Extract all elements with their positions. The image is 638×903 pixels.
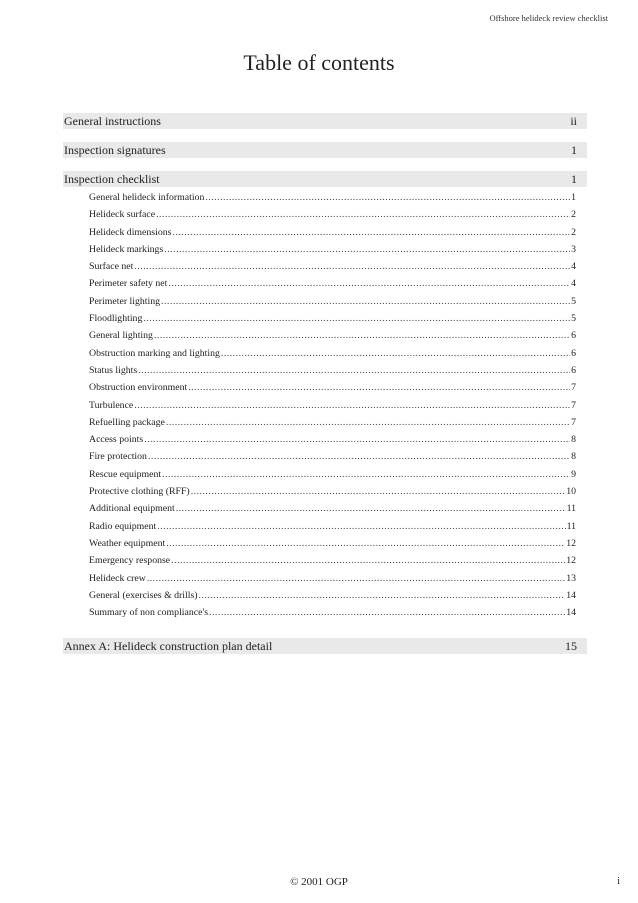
- toc-entry-label: Summary of non compliance's: [89, 607, 209, 619]
- toc-entry-page: 9: [571, 468, 576, 480]
- section-gap: [63, 158, 587, 171]
- toc-entry[interactable]: [63, 604, 587, 621]
- toc-section-page: 1: [571, 143, 577, 157]
- dot-leader: [168, 275, 570, 292]
- toc-entry-page: 4: [571, 261, 576, 273]
- toc-entry-page: 10: [566, 486, 576, 498]
- dot-leader: [205, 189, 570, 206]
- toc-entry[interactable]: [63, 414, 587, 431]
- dot-leader: [147, 570, 565, 587]
- toc-entry-page: 3: [571, 243, 576, 255]
- toc-entry[interactable]: [63, 327, 587, 344]
- section-gap: [63, 625, 587, 638]
- toc-entry-label: Weather equipment: [89, 537, 166, 549]
- toc-entry-label: Additional equipment: [89, 503, 175, 515]
- toc-entry-page: 7: [571, 382, 576, 394]
- page-title: Table of contents: [243, 50, 395, 75]
- toc-entry-page: 12: [566, 537, 576, 549]
- toc-entry-label: Fire protection: [89, 451, 147, 463]
- toc-entry[interactable]: [63, 275, 587, 292]
- dot-leader: [156, 206, 570, 223]
- toc-entry[interactable]: [63, 552, 587, 569]
- dot-leader: [188, 379, 570, 396]
- toc-entry-label: Obstruction marking and lighting: [89, 347, 220, 359]
- toc-entry-page: 6: [571, 364, 576, 376]
- toc-entry-page: 6: [571, 347, 576, 359]
- toc-entry-label: General (exercises & drills): [89, 589, 198, 601]
- toc-entry[interactable]: [63, 241, 587, 258]
- toc-section-label: Annex A: Helideck construction plan detail: [64, 639, 273, 654]
- dot-leader: [143, 310, 570, 327]
- toc-entry-page: 8: [571, 434, 576, 446]
- toc-section-row[interactable]: [63, 142, 587, 158]
- dot-leader: [154, 327, 570, 344]
- toc-entry-label: Rescue equipment: [89, 468, 162, 480]
- toc-entry-label: General lighting: [89, 330, 153, 342]
- toc-entry[interactable]: [63, 570, 587, 587]
- toc-entry[interactable]: [63, 293, 587, 310]
- toc-entry-page: 8: [571, 451, 576, 463]
- toc-entry-page: 7: [571, 399, 576, 411]
- toc-entry[interactable]: [63, 362, 587, 379]
- toc-entry-label: Protective clothing (RFF): [89, 486, 190, 498]
- dot-leader: [162, 466, 570, 483]
- toc-section-page: ii: [570, 114, 577, 128]
- toc-entry-page: 6: [571, 330, 576, 342]
- table-of-contents: [63, 113, 587, 654]
- toc-entry-label: Status lights: [89, 364, 138, 376]
- dot-leader: [171, 552, 565, 569]
- toc-entry-page: 11: [566, 520, 576, 532]
- toc-entry[interactable]: [63, 224, 587, 241]
- toc-entry[interactable]: [63, 500, 587, 517]
- toc-entry-page: 5: [571, 295, 576, 307]
- section-gap: [63, 129, 587, 142]
- toc-section-label: Inspection signatures: [64, 143, 166, 157]
- dot-leader: [209, 604, 565, 621]
- toc-entry[interactable]: [63, 345, 587, 362]
- toc-entry-page: 14: [566, 607, 576, 619]
- toc-entry-label: Helideck surface: [89, 209, 156, 221]
- running-head: Offshore helideck review checklist: [489, 13, 608, 23]
- toc-entry-page: 11: [566, 503, 576, 515]
- toc-entry-page: 1: [571, 192, 576, 203]
- dot-leader: [144, 431, 570, 448]
- toc-entry[interactable]: [63, 448, 587, 465]
- dot-leader: [134, 258, 570, 275]
- footer-page-number: i: [617, 876, 620, 887]
- toc-section-row[interactable]: [63, 113, 587, 129]
- toc-entry[interactable]: [63, 206, 587, 223]
- toc-entry-label: Turbulence: [89, 399, 134, 411]
- dot-leader: [172, 224, 570, 241]
- toc-entry-label: General helideck information: [89, 192, 205, 203]
- toc-entry-label: Floodlighting: [89, 313, 143, 325]
- dot-leader: [191, 483, 566, 500]
- toc-entry[interactable]: [63, 518, 587, 535]
- toc-section-label: General instructions: [64, 114, 161, 128]
- dot-leader: [138, 362, 570, 379]
- toc-entry-page: 4: [571, 278, 576, 290]
- toc-entry-label: Obstruction environment: [89, 382, 188, 394]
- toc-entry-page: 5: [571, 313, 576, 325]
- dot-leader: [134, 397, 570, 414]
- dot-leader: [176, 500, 566, 517]
- toc-entry-page: 13: [566, 572, 576, 584]
- toc-entry-page: 14: [566, 589, 576, 601]
- toc-entry[interactable]: [63, 379, 587, 396]
- toc-section-row[interactable]: [63, 171, 587, 187]
- footer-copyright: © 2001 OGP: [290, 876, 348, 888]
- toc-section-row[interactable]: [63, 638, 587, 654]
- toc-entry[interactable]: [63, 258, 587, 275]
- toc-entry-label: Radio equipment: [89, 520, 157, 532]
- toc-section-page: 1: [571, 172, 577, 186]
- toc-section-label: Inspection checklist: [64, 172, 160, 186]
- toc-entry[interactable]: [63, 310, 587, 327]
- toc-entry-page: 7: [571, 416, 576, 428]
- toc-entry[interactable]: [63, 397, 587, 414]
- toc-entry[interactable]: [63, 587, 587, 604]
- dot-leader: [199, 587, 566, 604]
- toc-entry-list: [63, 187, 587, 625]
- dot-leader: [166, 535, 565, 552]
- toc-entry[interactable]: [63, 431, 587, 448]
- dot-leader: [166, 414, 570, 431]
- dot-leader: [221, 345, 570, 362]
- toc-entry-label: Helideck dimensions: [89, 226, 172, 238]
- toc-entry[interactable]: [63, 535, 587, 552]
- toc-entry-label: Helideck markings: [89, 243, 164, 255]
- toc-entry[interactable]: [63, 483, 587, 500]
- toc-entry-page: 2: [571, 226, 576, 238]
- toc-section-page: 15: [565, 639, 577, 654]
- dot-leader: [148, 448, 570, 465]
- toc-entry[interactable]: [63, 189, 587, 206]
- toc-entry[interactable]: [63, 466, 587, 483]
- dot-leader: [164, 241, 570, 258]
- toc-entry-label: Surface net: [89, 261, 134, 273]
- dot-leader: [157, 518, 565, 535]
- dot-leader: [161, 293, 570, 310]
- toc-entry-page: 2: [571, 209, 576, 221]
- toc-entry-label: Perimeter safety net: [89, 278, 168, 290]
- toc-entry-label: Helideck crew: [89, 572, 146, 584]
- toc-entry-label: Refuelling package: [89, 416, 165, 428]
- toc-entry-label: Perimeter lighting: [89, 295, 161, 307]
- toc-entry-label: Access points: [89, 434, 144, 446]
- toc-entry-label: Emergency response: [89, 555, 171, 567]
- toc-entry-page: 12: [566, 555, 576, 567]
